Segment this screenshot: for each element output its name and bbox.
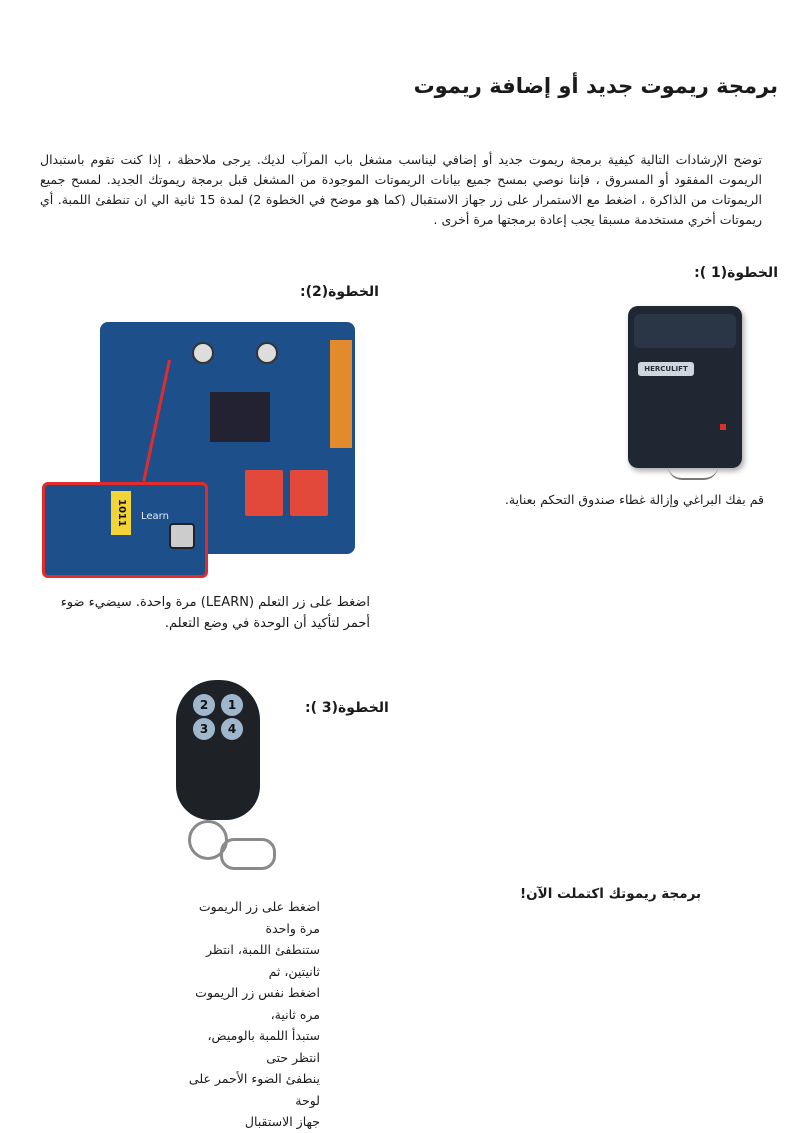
board-chip <box>210 392 270 442</box>
control-box-image <box>628 306 742 468</box>
power-cable <box>668 466 718 480</box>
board-trimmer <box>256 342 278 364</box>
step3-caption-line: ستنطفئ اللمبة، انتظر ثانيتين، ثم <box>206 942 320 979</box>
brand-logo: HERCULIFT <box>638 362 694 376</box>
remote-button-2: 2 <box>193 694 215 716</box>
board-tag: 1011 <box>111 491 131 535</box>
step3-caption-line: اضغط نفس زر الريموت مره ثانية، <box>195 985 320 1022</box>
key-clip-icon <box>220 838 276 870</box>
step1-label: الخطوة(1 ): <box>694 265 778 281</box>
step3-caption-line: ينطفئ الضوء الأحمر على لوحة <box>188 1071 320 1108</box>
step3-label: الخطوة(3 ): <box>305 700 389 716</box>
step3-caption-line: جهاز الاستقبال <box>244 1114 320 1129</box>
step3-caption <box>180 896 320 1133</box>
status-led-icon <box>720 424 726 430</box>
step3-caption-line: اضغط على زر الريموت مرة واحدة <box>198 899 320 936</box>
board-relay <box>290 470 328 516</box>
learn-button <box>169 523 195 549</box>
remote-image <box>176 680 260 820</box>
intro-paragraph: توضح الإرشادات التالية كيفية برمجة ريموت جديد أو إضافي ليناسب مشغل باب المرآب لديك. يرجى ملاحظة ، إذا كنت تقوم باستبدال الريموت المفقود أو المسروق ، فإننا نوصي بمسح جميع بيانات الريموتات الموجودة من المشغل قبل برمجة ريموتك الجديد. لمسح جميع الريموتات من الذاكرة ، اضغط مع الاستمرار على زر جهاز الاستقبال (كما هو موضح في الخطوة 2) لمدة 15 ثانية الي ان تنطفئ اللمبة. أي ريموتات أخري مستخدمة مسبقا يجب إعادة برمجتها مرة أخرى . <box>40 152 762 227</box>
control-box-lid <box>634 314 736 348</box>
remote-button-3: 3 <box>193 718 215 740</box>
step2-caption: اضغط على زر التعلم (LEARN) مرة واحدة. سيضيء ضوء أحمر لتأكيد أن الوحدة في وضع التعلم. <box>60 595 370 631</box>
remote-button-4: 4 <box>221 718 243 740</box>
step2-label: الخطوة(2): <box>300 284 379 300</box>
board-trimmer <box>192 342 214 364</box>
step3-caption-line: ستبدأ اللمبة بالوميض، انتظر حتى <box>207 1028 320 1065</box>
learn-button-zoom <box>42 482 208 578</box>
learn-silkscreen: Learn <box>141 511 169 522</box>
step1-caption: قم بفك البراغي وإزالة غطاء صندوق التحكم بعناية. <box>504 492 764 507</box>
remote-button-1: 1 <box>221 694 243 716</box>
page-title: برمجة ريموت جديد أو إضافة ريموت <box>413 74 778 98</box>
board-relay <box>245 470 283 516</box>
terminal-block <box>330 340 352 448</box>
completion-message: برمجة ريموتك اكتملت الآن! <box>520 886 702 902</box>
